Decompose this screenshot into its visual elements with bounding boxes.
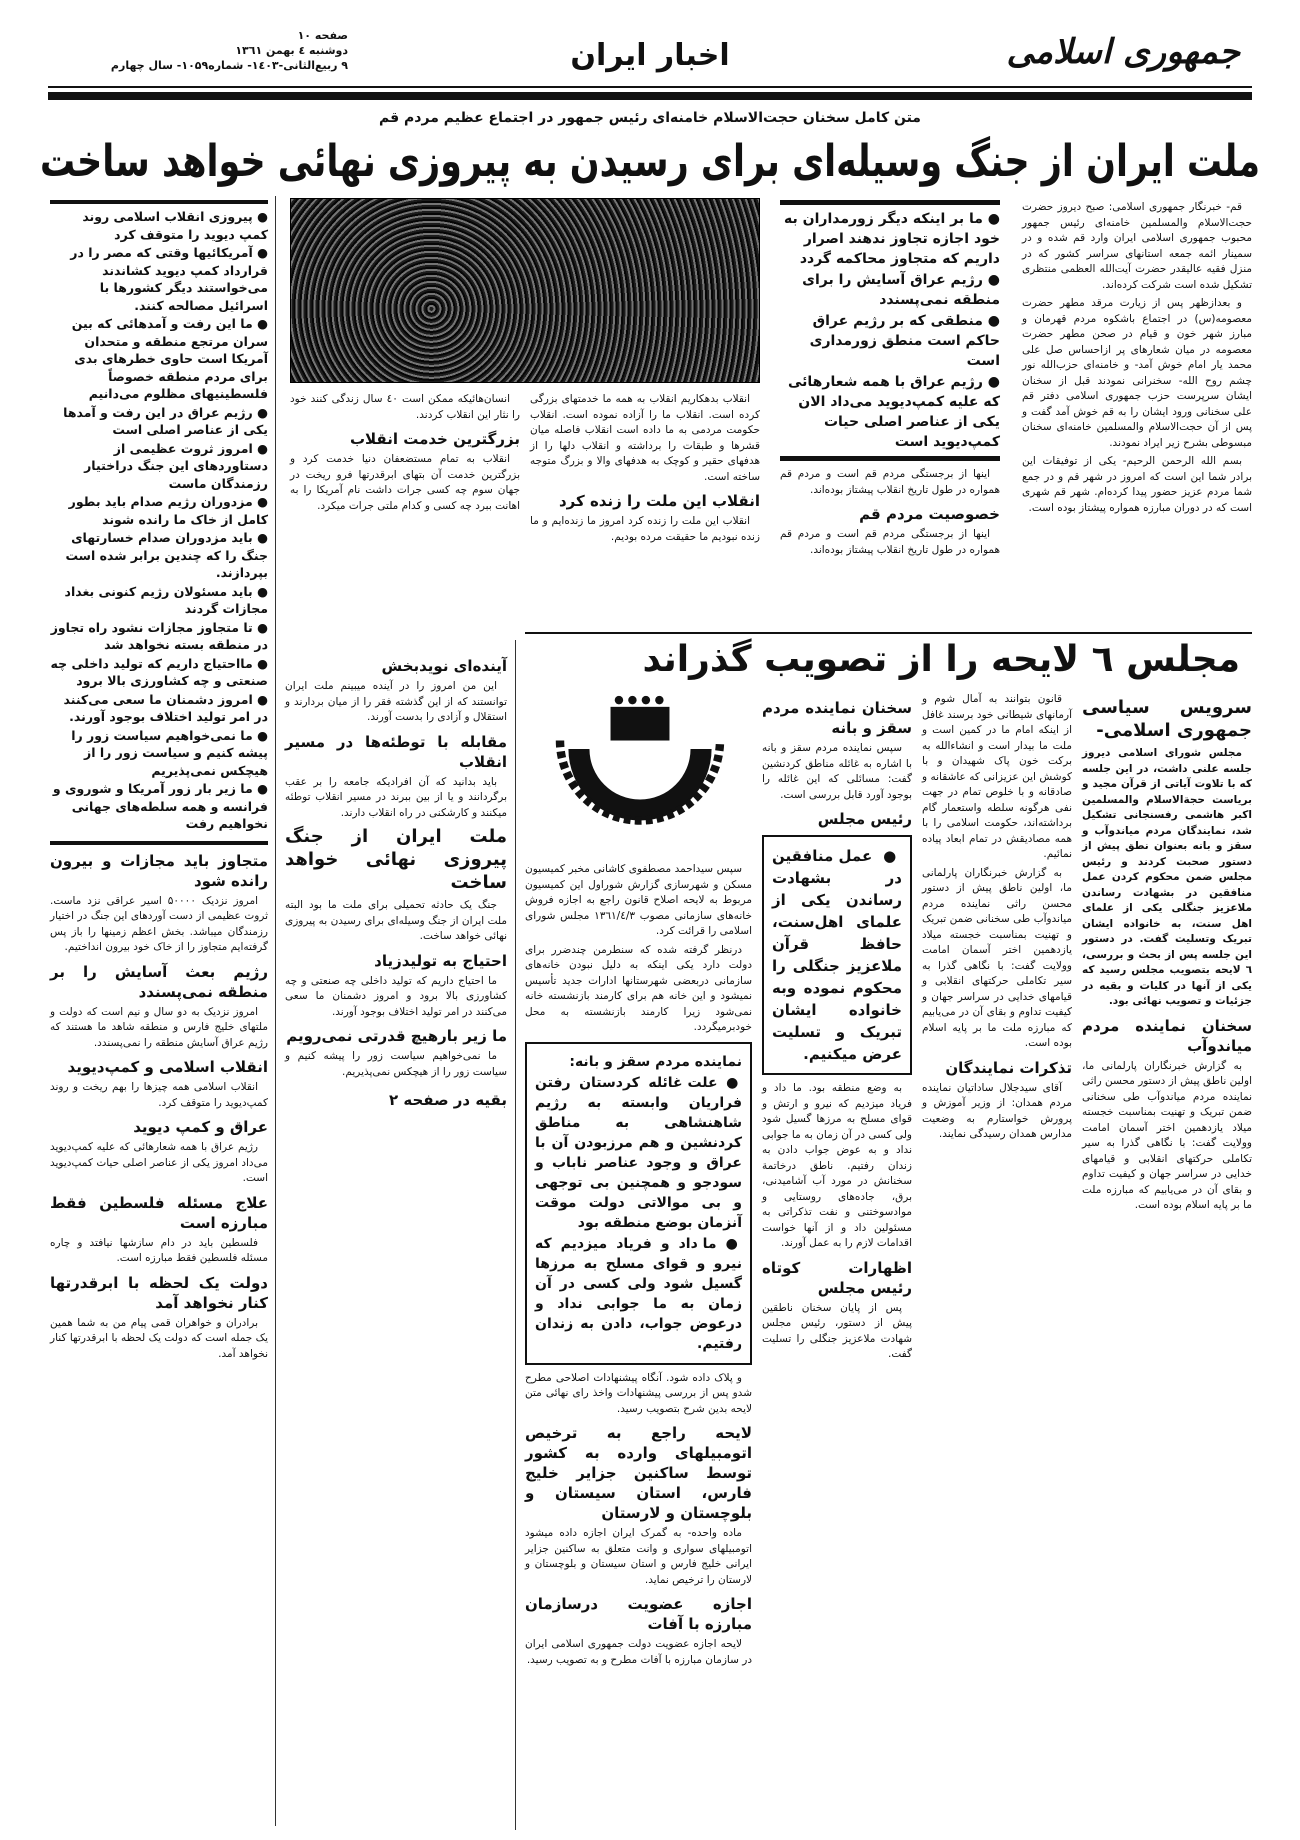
lead-intro: قم- خبرنگار جمهوری اسلامی: صبح دیروز حضرت حجت‌الاسلام والمسلمین خامنه‌ای رئیس جمهور محبوب جمهوری اسلامی ایران وارد قم شده و در سمینار ائمه جمعه استانهای سراسر کشور که در منزل فقیه عالیقدر حضرت آیت‌الله العظمی منتظری تشکیل شده است شرکت کرده‌اند. و بعدازظهر پس از زیارت مرقد مطهر حضرت معصومه(س) در اجتماع باشکوه مردم قهرمان و مبارز شهر خون و قیام در صحن مطهر حضرت معصومه در میان شعارهای پر ازاحساس صل علی محمد یار امام خوش آمد- و خامنه‌ای حزب‌الله نور چشم روح الله- سخنرانی نمودند قبل از سخنان ایشان سرپرست حزب جمهوری اسلامی دفتر قم علی سخنانی ورود ایشان را به قم خوش آمد گفت و پس از آن حجت‌الاسلام والمسلمین خامنه‌ای سخنان مبسوطی بشرح زیر ایراد نمودند. بسم الله الرحمن الرحیم- یکی از توفیقات این برادر شما این است که امروز در شهر قم و در جمع شما مردم عزیز حضور پیدا کرده‌ام. شهر قم شهری است که در دوران مبارزه همواره پیشتاز بوده است. (1022, 201, 1252, 514)
left-highlight-item: ● ما نمی‌خواهیم سیاست زور را پیشه کنیم و سیاست زور را از هیچکس نمی‌پذیریم (71, 727, 268, 778)
majlis-rule (525, 632, 1252, 634)
highlights-box (780, 200, 1000, 461)
highlight-item: ● منطقی که بر رژیم عراق حاکم است منطق زورمداری است (809, 313, 1000, 369)
subhead-plots: مقابله با توطئه‌ها در مسیر انقلاب (285, 732, 507, 771)
header-rule-thick (48, 92, 1252, 100)
date-line: دوشنبه ٤ بهمن ۱۳٦۱ (235, 44, 348, 57)
subhead: سخنان نماینده مردم سقز و بانه (762, 699, 912, 737)
highlight-item: ● ما بر اینکه دیگر زورمداران به خود اجازه تجاوز ندهند اصرار داریم که متجاوز محاکمه گردد (784, 211, 1000, 267)
subhead-no-power: ما زیر بارهیچ قدرتی نمی‌رویم (286, 1027, 507, 1045)
majlis-col-1: سرویس سیاسی جمهوری اسلامی- مجلس شورای اسلامی دیروز جلسه علنی داشت، در این جلسه که با تلاوت آیاتی از قرآن مجید و بریاست حجة‌الاسلام والمسلمین اکبر هاشمی رفسنجانی تشکیل شد، نمایندگان مردم میاندوآب و سقز و بانه بعنوان نطق پیش از دستور صحبت کردند و رئیس مجلس ضمن محکوم کردن عمل منافقین در بشهادت رساندن ملاعزیز جنگلی یکی از علمای اهل سنت، به خانواده ایشان تبریک وتسلیت گفت. در دستور این جلسه پس از بحث و بررسی، ٦ لایحه بتصویب مجلس رسید که یکی از آنها در کلیات و بقیه در جزئیات و تصویب نهائی بود. سخنان نماینده مردم میاندوآب به گزارش خبرنگاران پارلمانی ما، اولین ناطق پیش از دستور محسن راثی نماینده مردم میاندوآب طی سخنانی ضمن تبریک و تهنیت بمناسبت خجسته میلاد یازدهمین اختر آسمان امامت وولایت گفت: با نگاهی گذرا به سیر تکاملی حرکتهای انقلابی و قیامهای خدایی در سراسر جهان و کیفیت تداوم و بقای آن در می‌یابیم که مبارزه ملت ما بر پایه اسلام بوده است. (1082, 697, 1252, 1211)
left-highlight-item: ● باید مزدوران صدام خسارتهای جنگ را که چندین برابر شده است بپردازند. (65, 530, 268, 580)
subhead: اجازه عضویت درسازمان مبارزه با آفات (525, 1595, 752, 1633)
left-article: متجاوز باید مجازات و بیرون رانده شود امروز نزدیک ۵۰۰۰۰ اسیر عراقی نزد ماست. ثروت عظیمی از دست آوردهای این جنگ در اختیار رزمندگان میباشد. بخش اعظم زمینها را باز پس گرفته‌ایم متجاوز را از خاک خود بیرون انداختیم. رژیم بعث آسایش را بر منطقه نمی‌پسندد امروز نزدیک به دو سال و نیم است که دولت و ملتهای خلیج فارس و منطقه شاهد ما هستند که رژیم عراق آسایش منطقه را نمی‌پسندد. انقلاب اسلامی و کمپ‌دیوید انقلاب اسلامی همه چیزها را بهم ریخت و روند کمپ‌دیوید را متوقف کرد. عراق و کمپ دیوید رژیم عراق با همه شعارهائی که علیه کمپ‌دیوید می‌داد امروز یکی از عناصر اصلی حیات کمپ‌دیوید است. علاج مسئله فلسطین فقط مبارزه است فلسطین باید در دام سازشها نیافتد و چاره مسئله فلسطین فقط مبارزه است. دولت یک لحظه با ابرقدرتها کنار نخواهد آمد برادران و خواهران قمی پیام من به شما همین یک جمله است که دولت یک لحظه با ابرقدرتها کنار نخواهد آمد. (50, 851, 268, 1360)
left-highlight-item: ● ما زیر بار زور آمریکا و شوروی و فرانسه و همه سلطه‌های جهانی نخواهیم رفت (52, 781, 268, 831)
lead-headline: ملت ایران از جنگ وسیله‌ای برای رسیدن به پیروزی نهائی خواهد ساخت (40, 136, 1261, 187)
left-column (50, 196, 268, 1365)
subhead-production: احتیاج به تولیدزیاد (374, 951, 507, 970)
chair-statement-box: ● عمل منافقین در بشهادت رساندن یکی از علمای اهل‌سنت، حافظ قرآن ملاعزیز جنگلی را محکوم نموده وبه خانواده ایشان تبریک و تسلیت عرض میکنیم. (762, 835, 912, 1075)
left-highlight-item: ● تا متجاوز مجازات نشود راه تجاوز در منطقه بسته نخواهد شد (50, 619, 268, 652)
majlis-col-3: سخنان نماینده مردم سقز و بانه سپس نماینده مردم سقز و بانه با اشاره به غائله مناطق کردنشین گفت: مسائلی که این غائله را بوجود آورد قابل بررسی است. رئیس مجلس ● عمل منافقین در بشهادت رساندن یکی از علمای اهل‌سنت، حافظ قرآن ملاعزیز جنگلی را محکوم نموده وبه خانواده ایشان تبریک و تسلیت عرض میکنیم. به وضع منطقه بود. ما داد و فریاد میزدیم که نیرو و ارتش و قوای مسلح به مرزها گسیل شود ولی کسی در آن زمان به ما جوابی نداد و به عوض جواب دادن به زندان رفتیم. ناطق درخاتمة سخنانش در مورد آب آشامیدنی، برق، جاده‌های روستایی و موادسوختنی و نفت تذکراتی به مسئولین داد و از آنها خواست اقدامات لازم را به عمل آورند. اظهارات کوتاه رئیس مجلس پس از پایان سخنان ناطقین پیش از دستور، رئیس مجلس شهادت ملاعزیز جنگلی را تسلیت گفت. (762, 699, 912, 1360)
majlis-col-4: سپس سیداحمد مصطفوی کاشانی مخبر کمیسیون مسکن و شهرسازی گزارش شوراول این کمیسیون مربوط به لایحه اصلاح قانون راجع به اجازه فروش خانه‌های سازمانی مصوب ۱۳٦۱/٤/۳ مجلس شورای اسلامی را قرائت کرد. درنظر گرفته شده که سنطرمن چندضرر برای دولت دارد یکی اینکه به دلیل نبودن خانه‌های سازمانی دربعضی شهرستانها ادارات جدید تأسیس نمیشود و این خانه هم برای کارمند بازنشسته خانه نمی‌شود زیرا کارمند بازنشسته به محل خودبرمیگردد. نماینده مردم سقز و بانه: ● علت غائله کردستان رفتن فراریان وابسته به رژیم شاهنشاهی به مناطق کردنشین و هم مرزبودن آن با عراق و وجود عناصر ناباب و سودجو و همچنین بی توجهی و بی موالاتی دولت موقت آنزمان بوضع منطقه بود ● ما داد و فریاد میزدیم که نیرو و قوای مسلح به مرزها گسیل شود ولی کسی در آن زمان به ما جوابی نداد و درعوض جواب، دادن به زندان رفتیم. و پلاک داده شود. آنگاه پیشنهادات اصلاحی مطرح شدو پس از بررسی پیشنهادات واخذ رای نهائی متن لایحه بدین شرح بتصویب رسید. لایحه راجع به ترخیص اتومبیلهای وارده به کشور توسط ساکنین جزایر خلیج فارس، استان سیستان و بلوچستان و لارستان ماده واحده- به گمرک ایران اجازه داده میشود اتومبیلهای سواری و وانت متعلق به ساکنین جزایر ایرانی خلیج فارس و استان سیستان و بلوچستان و لارستان را ترخیص نماید. اجازه عضویت درسازمان مبارزه با آفات لایحه اجازه عضویت دولت جمهوری اسلامی ایران در سازمان مبارزه با آفات مطرح و به تصویب رسید. (525, 863, 752, 1666)
masthead-paper-name: جمهوری اسلامی (1006, 32, 1240, 72)
continued-note: بقیه در صفحه ۲ (388, 1091, 507, 1109)
subhead: علاج مسئله فلسطین فقط مبارزه است (50, 1193, 268, 1232)
subhead: تذکرات نمایندگان (945, 1058, 1072, 1077)
page-number: صفحه ۱۰ (297, 29, 348, 42)
speech-continuation: آینده‌ای نویدبخش این من امروز را در آینده میبینم ملت ایران توانستند که از این گذشته فقر را از میان بردارند و استقلال و آزادی را بدست آورند. مقابله با توطئه‌ها در مسیر انقلاب باید بدانید که آن افرادیکه جامعه را بر عقب برگردانند و یا از بین ببرند در مسیر انقلاب توطئه میکنند و کارشکنی در راه انقلاب دارند. ملت ایران از جنگ پیروزی نهائی خواهد ساخت جنگ یک حادثه تحمیلی برای ملت ما بود البته ملت ایران از جنگ وسیله‌ای برای رسیدن به پیروزی نهائی خواهد ساخت. احتیاج به تولیدزیاد ما احتیاج داریم که تولید داخلی چه صنعتی و چه کشاورزی بالا برود و امروز دشمنان ما سعی می‌کنند در امر تولید اختلاف بوجود آورند. ما زیر بارهیچ قدرتی نمی‌رویم ما نمی‌خواهیم سیاست زور را پیشه کنیم و سیاست زور را از هیچکس نمی‌پذیریم. بقیه در صفحه ۲ (285, 657, 507, 1109)
majlis-headline: مجلس ٦ لایحه را از تصویب گذراند (642, 639, 1240, 680)
left-highlight-item: ● مااحتیاج داریم که تولید داخلی چه صنعتی و چه کشاورزی بالا برود (50, 655, 268, 688)
left-highlight-item: ● ما این رفت و آمدهائی که بین سران مرتجع منطقه و متحدان آمریکا است حاوی خطرهای بدی برای مردم منطقه خصوصاً فلسطینیهای مظلوم می‌دانیم (71, 316, 268, 401)
highlights-column (780, 196, 1000, 561)
lead-kicker: متن کامل سخنان حجت‌الاسلام خامنه‌ای رئیس جمهور در اجتماع عظیم مردم قم (379, 110, 921, 126)
highlight-item: ● رژیم عراق آسایش را برای منطقه نمی‌پسندد (802, 272, 1000, 308)
left-highlight-item: ● رژیم عراق در این رفت و آمدها یکی از عناصر اصلی است (63, 404, 268, 437)
subhead: دولت یک لحظه با ابرقدرتها کنار نخواهد آمد (50, 1273, 268, 1312)
speech-column: اینها از برجستگی مردم قم است و مردم قم همواره در طول تاریخ انقلاب پیشتاز بوده‌اند. خصوصیت مردم قم اینها از برجستگی مردم قم است و مردم قم همواره در طول تاریخ انقلاب پیشتاز بوده‌اند. (780, 468, 1000, 556)
left-highlight-item: ● باید مسئولان رژیم کنونی بغداد مجازات گردند (64, 583, 268, 616)
left-highlight-item: ● امروز دشمنان ما سعی می‌کنند در امر تولید اختلاف بوجود آورند. (63, 691, 268, 724)
rally-photo (290, 198, 760, 383)
subhead: عراق و کمپ دیوید (133, 1118, 268, 1136)
parliament-logo (535, 690, 745, 850)
left-highlights (50, 200, 268, 845)
column-divider (275, 196, 276, 1826)
date-block (48, 28, 348, 73)
subhead: لایحه راجع به ترخیص اتومبیلهای وارده به کشور توسط ساکنین جزایر خلیج فارس، استان سیستان و بلوچستان و لارستان (525, 1424, 752, 1522)
left-highlight-item: ● مزدوران رژیم صدام باید بطور کامل از خاک ما رانده شوند (68, 494, 268, 527)
saqqez-statement-box: نماینده مردم سقز و بانه: ● علت غائله کردستان رفتن فراریان وابسته به رژیم شاهنشاهی به مناطق کردنشین و هم مرزبودن آن با عراق و وجود عناصر ناباب و سودجو و همچنین بی توجهی و بی موالاتی دولت موقت آنزمان بوضع منطقه بود ● ما داد و فریاد میزدیم که نیرو و قوای مسلح به مرزها گسیل شود ولی کسی در آن زمان به ما جوابی نداد و درعوض جواب، دادن به زندان رفتیم. (525, 1042, 752, 1365)
subhead: رئیس مجلس (817, 810, 912, 828)
header-rule (48, 86, 1252, 88)
subhead-victory: ملت ایران از جنگ پیروزی نهائی خواهد ساخت (285, 826, 507, 893)
subhead-future: آینده‌ای نویدبخش (381, 657, 507, 675)
subhead: سخنان نماینده مردم میاندوآب (1082, 1016, 1252, 1055)
column-divider (515, 640, 516, 1830)
majlis-col-2: قانون بتوانند به آمال شوم و آرمانهای شیطانی خود برسند غافل از اینکه امام ما در کمین است و ملت ما بیدار است و انشاءالله به برکت خون پاک شهیدان و با کوشش این عزیزانی که عاشقانه و صادقانه و با خلوص تمام در جهت نفی هرگونه سلطه واستعمار گام برداشته‌اند، حکومت اسلامی را با همه مصادیقش در تمام ابعاد پیاده نمائیم. به گزارش خبرنگاران پارلمانی ما، اولین ناطق پیش از دستور محسن راثی نماینده مردم میاندوآب طی سخنانی ضمن تبریک و تهنیت بمناسبت خجسته میلاد یازدهمین اختر آسمان امامت وولایت گفت: با نگاهی گذرا به سیر تکاملی حرکتهای انقلابی و قیامهای خدایی در سراسر جهان و کیفیت تداوم و بقای آن در می‌یابیم که مبارزه ملت ما بر پایه اسلام بوده است. تذکرات نمایندگان آقای سیدجلال ساداتیان نماینده مردم همدان: از وزیر آموزش و پرورش خواستارم به وضعیت مدارس همدان رسیدگی نمایند. (922, 693, 1072, 1140)
speech-column: انسان‌هائیکه ممکن است ٤۰ سال زندگی کنند خود را نثار این انقلاب کردند. بزرگترین خدمت انقلاب انقلاب به تمام مستضعفان دنیا خدمت کرد و بزرگترین خدمت آن بتهای ابرقدرتها فرو ریخت در جهان سوم چه کسی جرات داشت نام آمریکا را به اهانت ببرد چه کسی و کدام ملتی جرات میکرد. (290, 393, 520, 512)
section-title: اخبار ایران (570, 38, 730, 73)
left-highlight-item: ● پیروزی انقلاب اسلامی روند کمپ دیوید را متوقف کرد (82, 209, 268, 242)
left-highlight-item: ● امروز ثروت عظیمی از دستاوردهای این جنگ دراختیار رزمندگان ماست (84, 440, 268, 491)
subhead-greatest-service: بزرگترین خدمت انقلاب (349, 430, 520, 448)
left-highlight-item: ● آمریکائیها وقتی که مصر را در قرارداد کمپ دیوید کشاندند می‌خواستند دیگر کشورها با اسرائیل مصالحه کنند. (70, 245, 268, 313)
speech-column: انقلاب بدهکاریم انقلاب به همه ما خدمتهای بزرگی کرده است. انقلاب ما را آزاده نموده است. انقلاب حکومت مردمی به ما داده است انقلاب فاصله میان قشرها و طبقات را برداشته و انقلاب دلها را از هدفهای حقیر و کوچک به هدفهای والا و بزرگ متوجه ساخته است. انقلاب این ملت را زنده کرد انقلاب این ملت را زنده کرد امروز ما زنده‌ایم و ما زنده نبودیم ما حقیقت مرده بودیم. (530, 393, 760, 543)
subhead-people-qom: خصوصیت مردم قم (859, 505, 1000, 523)
subhead: اظهارات کوتاه رئیس مجلس (762, 1258, 912, 1297)
subhead-revived: انقلاب این ملت را زنده کرد (558, 492, 760, 510)
subhead: متجاوز باید مجازات و بیرون رانده شود (50, 851, 268, 890)
subhead: انقلاب اسلامی و کمپ‌دیوید (67, 1058, 268, 1076)
news-service: سرویس سیاسی جمهوری اسلامی- (1082, 697, 1252, 741)
issue-line: ۹ ربیع‌الثانی-۱٤۰۳- شماره۱۰۵۹- سال چهارم (110, 59, 348, 72)
highlight-item: ● رژیم عراق با همه شعارهائی که علیه کمپ‌دیوید می‌داد الان یکی از عناصر اصلی حیات کمپ‌دیوید است (788, 374, 1000, 450)
subhead: رژیم بعث آسایش را بر منطقه نمی‌پسندد (50, 962, 268, 1001)
